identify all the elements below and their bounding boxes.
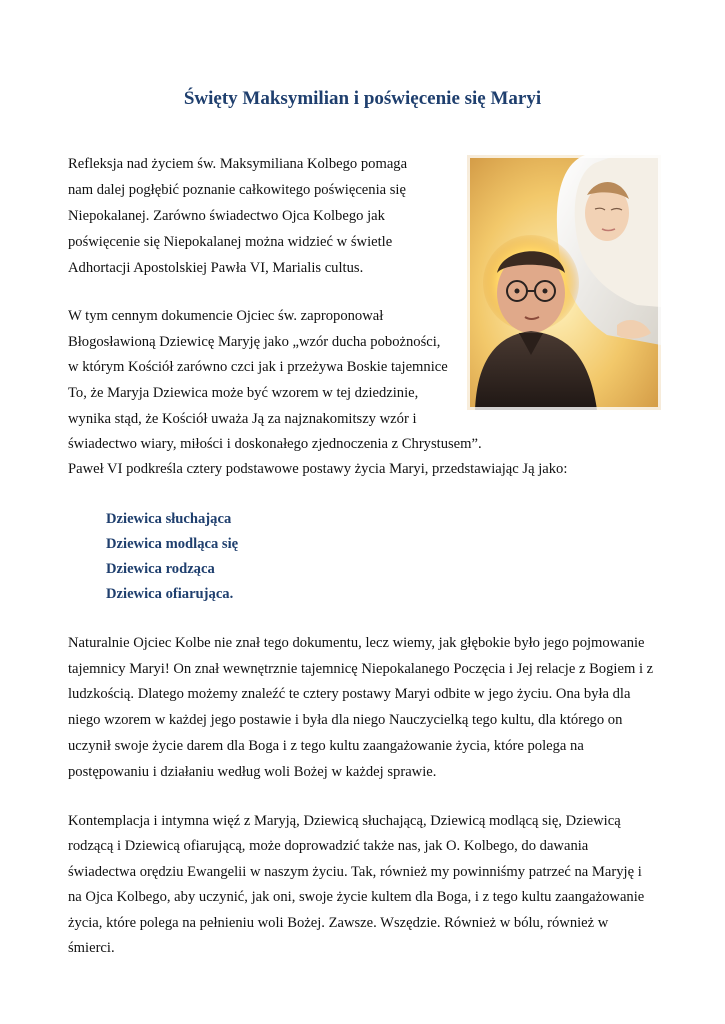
paragraph-4-line: świadectwa orędziu Ewangelii w naszym życiu. Tak, również my powinniśmy patrzeć na Maryję i <box>68 864 642 880</box>
paragraph-2-line: wynika stąd, że Kościół uważa Ją za najznakomitszy wzór i <box>68 411 417 427</box>
paragraph-3-line: ludzkością. Dlatego możemy znaleźć te cztery postawy Maryi odbite w jego życiu. Ona była dla <box>68 686 631 702</box>
paragraph-4-line: życia, które polega na pełnieniu woli Bożej. Zawsze. Wszędzie. Również w bólu, również w <box>68 915 609 931</box>
paragraph-1-line: Adhortacji Apostolskiej Pawła VI, Marialis cultus. <box>68 260 364 276</box>
paragraph-1-line: poświęcenie się Niepokalanej można widzieć w świetle <box>68 234 393 250</box>
virtue-item: Dziewica modląca się <box>106 536 239 552</box>
paragraph-4-line: Kontemplacja i intymna więź z Maryją, Dziewicą słuchającą, Dziewicą modlącą się, Dziewicą <box>68 813 621 829</box>
paragraph-2-line: w którym Kościół zarówno czci jak i przeżywa Boskie tajemnice <box>68 359 448 375</box>
paragraph-2-line: Paweł VI podkreśla cztery podstawowe postawy życia Maryi, przedstawiając Ją jako: <box>68 461 568 477</box>
saint-maximilian-and-mary-icon <box>467 155 661 410</box>
paragraph-3-line: tajemnicy Maryi! On znał wewnętrznie tajemnicę Niepokalanego Poczęcia i Jej relacje z Bogiem i z <box>68 661 654 677</box>
virtue-item: Dziewica rodząca <box>106 561 215 577</box>
paragraph-4-line: na Ojca Kolbego, aby uczynić, jak oni, swoje życie kultem dla Boga, i z tego kultu zaangażowanie <box>68 889 645 905</box>
page-title: Święty Maksymilian i poświęcenie się Maryi <box>183 88 542 109</box>
virtue-item: Dziewica słuchająca <box>106 511 232 527</box>
paragraph-3-line: Naturalnie Ojciec Kolbe nie znał tego dokumentu, lecz wiemy, jak głębokie było jego pojmowanie <box>68 635 645 651</box>
paragraph-1-line: Niepokalanej. Zarówno świadectwo Ojca Kolbego jak <box>68 208 385 224</box>
paragraph-4-line: śmierci. <box>68 940 115 956</box>
paragraph-1-line: Refleksja nad życiem św. Maksymiliana Kolbego pomaga <box>68 156 408 172</box>
paragraph-2-line: świadectwo wiary, miłości i doskonałego zjednoczenia z Chrystusem”. <box>68 436 482 452</box>
paragraph-1-line: nam dalej pogłębić poznanie całkowitego poświęcenia się <box>68 182 406 198</box>
paragraph-2-line: Błogosławioną Dziewicę Maryję jako „wzór ducha pobożności, <box>68 334 441 350</box>
virtue-item: Dziewica ofiarująca. <box>106 586 234 602</box>
paragraph-3-line: niego wzorem w każdej jego postawie i była dla niego Nauczycielką tego kultu, dla którego on <box>68 712 623 728</box>
paragraph-3-line: postępowaniu i działaniu według woli Bożej w każdej sprawie. <box>68 764 437 780</box>
paragraph-3-line: uczynił swoje życie darem dla Boga i z tego kultu zaangażowanie życia, które polega na <box>68 738 584 754</box>
paragraph-2-line: To, że Maryja Dziewica może być wzorem w tej dziedzinie, <box>68 385 419 401</box>
paragraph-2-line: W tym cennym dokumencie Ojciec św. zaproponował <box>68 308 384 324</box>
paragraph-4-line: rodzącą i Dziewicą ofiarującą, może doprowadzić także nas, jak O. Kolbego, do dawania <box>68 838 589 854</box>
